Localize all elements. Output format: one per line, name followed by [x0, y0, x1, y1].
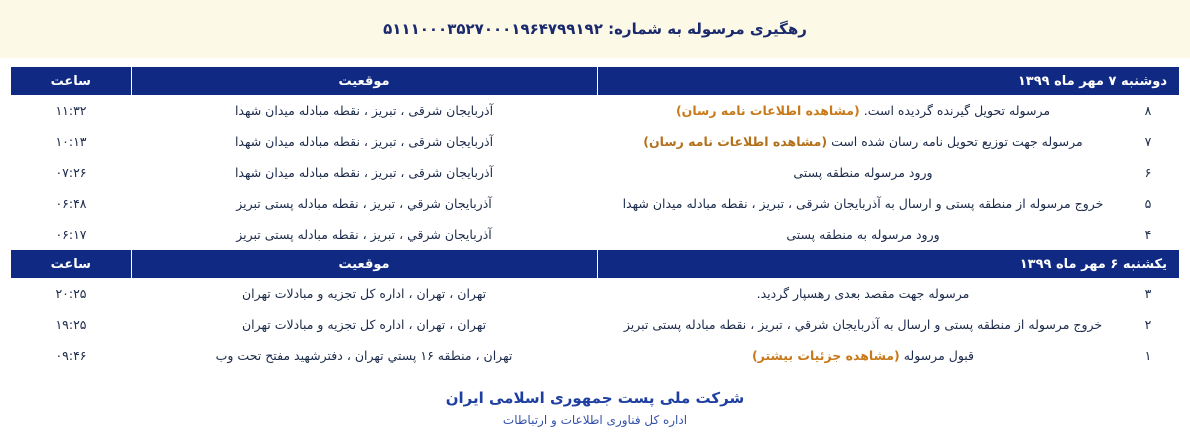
footer-title: شرکت ملی پست جمهوری اسلامی ایران [445, 389, 745, 407]
column-header-time: ساعت [11, 67, 131, 95]
row-index: ۵ [1117, 188, 1179, 219]
row-time: ۰۷:۲۶ [11, 157, 131, 188]
row-description [597, 95, 1117, 126]
row-time: ۰۶:۴۸ [11, 188, 131, 219]
row-description-text: مرسوله جهت مقصد بعدی رهسپار گردید. [756, 286, 970, 301]
row-description-text: مرسوله جهت توزیع تحویل نامه رسان شده است [831, 134, 1083, 149]
tracking-banner [0, 0, 1190, 58]
row-description [597, 219, 1117, 250]
group-date-label: دوشنبه ۷ مهر ماه ۱۳۹۹ [597, 67, 1179, 95]
row-description [597, 157, 1117, 188]
table-row [11, 219, 1179, 250]
row-location: آذربایجان شرقی ، تبریز ، نقطه مبادله میدان شهدا [131, 157, 597, 188]
column-header-location: موقعیت [131, 250, 597, 278]
row-description-text: مرسوله تحویل گیرنده گردیده است. [863, 103, 1051, 118]
row-description-text: خروج مرسوله از منطقه پستی و ارسال به آذربایجان شرقي ، تبریز ، نقطه مبادله پستی تبریز [623, 317, 1103, 332]
table-row [11, 340, 1179, 371]
row-description-link[interactable]: (مشاهده اطلاعات نامه رسان) [675, 103, 860, 118]
row-description [597, 340, 1117, 371]
row-location: تهران ، منطقه ۱۶ پستي تهران ، دفترشهید مفتح تحت وب [131, 340, 597, 371]
row-location: آذربایجان شرقي ، تبریز ، نقطه مبادله پستی تبریز [131, 188, 597, 219]
row-description-text: قبول مرسوله [903, 348, 975, 363]
row-description-text: خروج مرسوله از منطقه پستی و ارسال به آذربایجان شرقی ، تبریز ، نقطه مبادله میدان شهدا [622, 196, 1104, 211]
table-group-header [11, 250, 1179, 278]
row-description [597, 309, 1117, 340]
row-time: ۲۰:۲۵ [11, 278, 131, 309]
row-index: ۶ [1117, 157, 1179, 188]
table-row [11, 157, 1179, 188]
row-description-link[interactable]: (مشاهده جزئیات بیشتر) [751, 348, 900, 363]
row-index: ۱ [1117, 340, 1179, 371]
row-index: ۴ [1117, 219, 1179, 250]
row-time: ۱۹:۲۵ [11, 309, 131, 340]
table-row [11, 188, 1179, 219]
row-description [597, 126, 1117, 157]
group-date-label: یکشنبه ۶ مهر ماه ۱۳۹۹ [597, 250, 1179, 278]
tracking-table [11, 67, 1179, 371]
row-description-text: ورود مرسوله به منطقه پستی [786, 227, 940, 242]
table-group-header [11, 67, 1179, 95]
row-index: ۲ [1117, 309, 1179, 340]
row-time: ۱۱:۳۲ [11, 95, 131, 126]
table-row [11, 95, 1179, 126]
column-header-time: ساعت [11, 250, 131, 278]
row-description-text: ورود مرسوله منطقه پستی [793, 165, 933, 180]
row-time: ۰۶:۱۷ [11, 219, 131, 250]
page-footer [0, 385, 1190, 429]
row-location: آذربایجان شرقی ، تبریز ، نقطه مبادله میدان شهدا [131, 95, 597, 126]
row-index: ۸ [1117, 95, 1179, 126]
row-description [597, 188, 1117, 219]
row-description-link[interactable]: (مشاهده اطلاعات نامه رسان) [643, 134, 828, 149]
row-index: ۳ [1117, 278, 1179, 309]
row-location: تهران ، تهران ، اداره کل تجزیه و مبادلات تهران [131, 309, 597, 340]
row-description [597, 278, 1117, 309]
tracking-banner-text: رهگیری مرسوله به شماره: ۵۱۱۱۰۰۰۳۵۲۷۰۰۰۱۹۶۴۷۹۹۱۹۲ [383, 20, 807, 38]
row-location: تهران ، تهران ، اداره کل تجزیه و مبادلات تهران [131, 278, 597, 309]
row-index: ۷ [1117, 126, 1179, 157]
column-header-location: موقعیت [131, 67, 597, 95]
row-time: ۰۹:۴۶ [11, 340, 131, 371]
table-row [11, 278, 1179, 309]
table-row [11, 309, 1179, 340]
footer-subtitle: اداره کل فناوری اطلاعات و ارتباطات [502, 413, 688, 427]
row-location: آذربایجان شرقي ، تبریز ، نقطه مبادله پستی تبریز [131, 219, 597, 250]
table-row [11, 126, 1179, 157]
row-time: ۱۰:۱۳ [11, 126, 131, 157]
row-location: آذربایجان شرقی ، تبریز ، نقطه مبادله میدان شهدا [131, 126, 597, 157]
